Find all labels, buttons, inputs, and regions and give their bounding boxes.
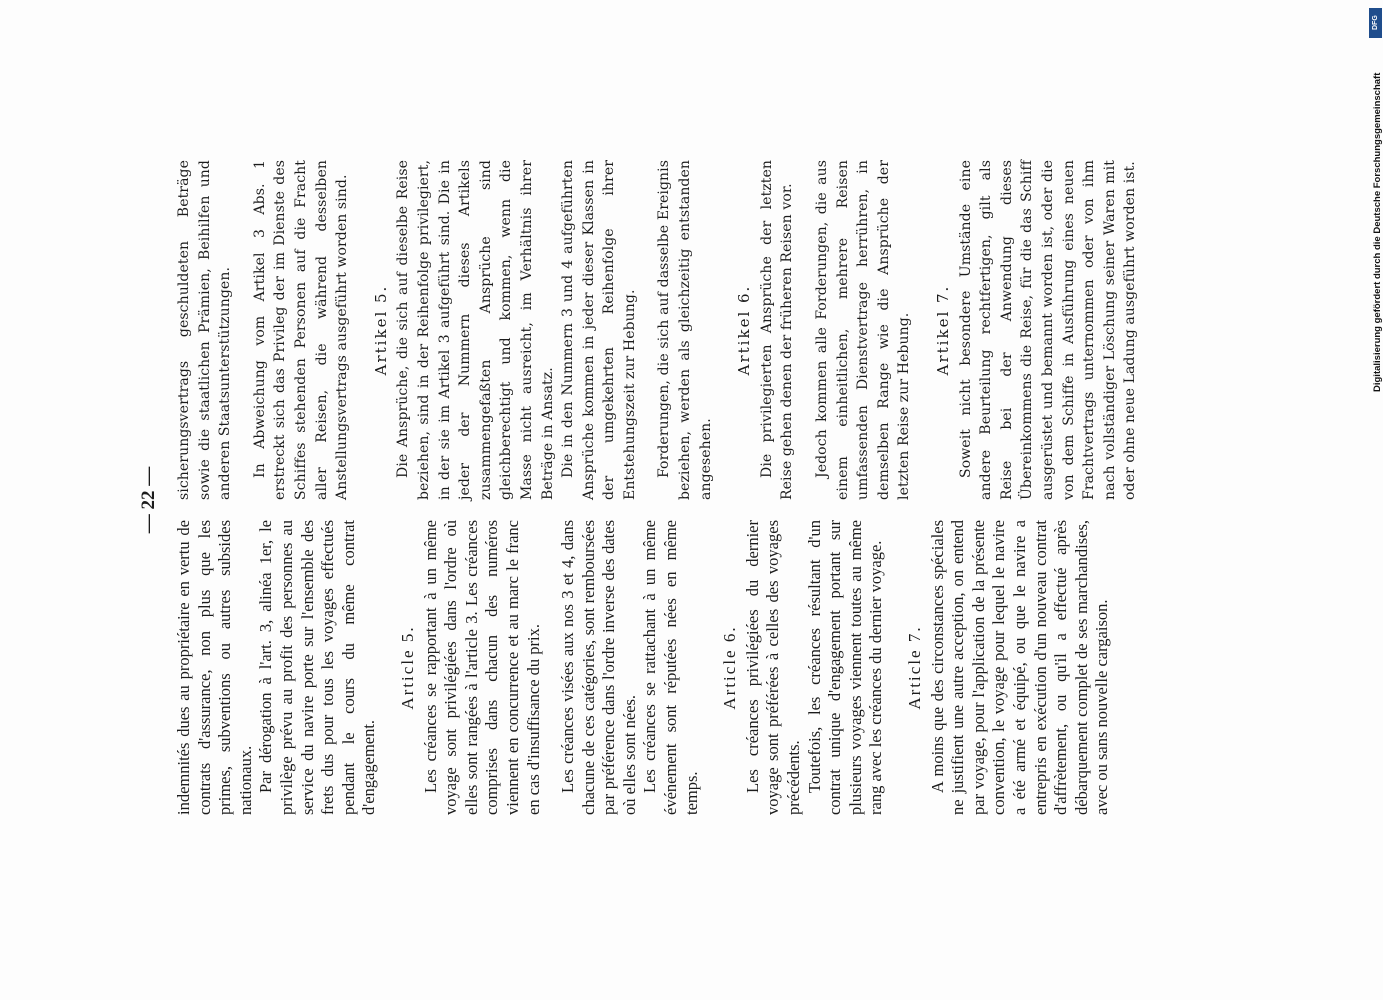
fr-article-7-paragraph-1: A moins que des circonstances spéciales ne justifient une autre acception, on entend par voyage, pour l'application de la présente convention, le voyage pour lequel le navire a été armé et équipé, ou que le navire a entrepris en exécution d'un nouveau contrat d'affrètement, ou qu'il a effectué après débarquement complet de ses marchandises, avec ou sans nouvelle cargaison. [927,520,1112,815]
de-article-6-paragraph-2: Jedoch kommen alle Forderungen, die aus einem einheitlichen, mehrere Reisen umfassenden Dienstvertrage herrühren, in demselben Range wie die Ansprüche der letzten Reise zur Hebung. [814,160,913,500]
de-article-5-paragraph-2: Die in den Nummern 3 und 4 aufgeführten Ansprüche kommen in jeder dieser Klassen in der umgekehrten Reihenfolge ihrer Entstehungszeit zur Hebung. [560,160,638,500]
de-article-6-heading: Artikel 6. [735,284,754,376]
de-article-5-heading: Artikel 5. [371,284,390,376]
fr-article-5-paragraph-2: Les créances visées aux nos 3 et 4, dans chacune de ces catégories, sont remboursées par préférence dans l'ordre inverse des dates où elles sont nées. [558,520,639,815]
fr-article-5-paragraph-1: Les créances se rapportant à un même voyage sont privilégiées dans l'ordre où elles sont rangées à l'article 3. Les créances comprises dans chacun des numéros viennent en concurrence et au marc le franc en cas d'insuffisance du prix. [420,520,543,815]
digitization-credit [1372,0,1383,1000]
de-article-7-paragraph-1: Soweit nicht besondere Umstände eine andere Beurteilung rechtfertigen, gilt als Reise bei der Anwendung dieses Übereinkommens die Reise, für die das Schiff ausgerüstet und bemannt worden ist, oder die von dem Schiffe in Ausführung eines neuen Frachtvertrags unternommen oder von ihm nach vollständiger Löschung seiner Waren mit oder ohne neue Ladung ausgeführt worden ist. [957,160,1139,500]
de-intro-paragraph-1: sicherungsvertrags geschuldeten Beträge sowie die staatlichen Prämien, Beihilfen und anderen Staatsunterstützungen. [176,160,234,500]
credit-text: Digitalisierung gefördert durch die Deutsche Forschungsgemeinschaft [1372,72,1383,392]
page-number: — 22 — [138,466,159,534]
fr-article-6-paragraph-1: Les créances privilégiées du dernier voyage sont préférées à celles des voyages précédents. [742,520,804,815]
fr-article-6-paragraph-2: Toutefois, les créances résultant d'un contrat unique d'engagement portant sur plusieurs voyages viennent toutes au même rang avec les créances du dernier voyage. [804,520,886,815]
fr-article-7-heading: Article 7. [905,625,924,710]
fr-article-5-paragraph-3: Les créances se rattachant à un même événement sont réputées nées en même temps. [640,520,701,815]
french-column [174,520,1113,815]
de-article-5-paragraph-1: Die Ansprüche, die sich auf dieselbe Reise beziehen, sind in der Reihenfolge privilegiert, in der sie im Artikel 3 aufgeführt sind. Die in jeder der Nummern dieses Artikels zusammengefaßten Ansprüche sind gleichberechtigt und kommen, wenn die Masse nicht ausreicht, im Verhältnis ihrer Beträge in Ansatz. [395,160,556,500]
dfg-logo: DFG [1369,8,1382,38]
fr-intro-paragraph-1: indemnités dues au propriétaire en vertu de contrats d'assurance, non plus que les primes, subventions ou autres subsides nationaux. [174,520,255,815]
german-column [174,160,1141,500]
de-article-6-paragraph-1: Die privilegierten Ansprüche der letzten Reise gehen denen der früheren Reisen vor. [758,160,796,500]
de-article-7-heading: Artikel 7. [934,284,952,376]
de-intro-paragraph-2: In Abweichung vom Artikel 3 Abs. 1 erstreckt sich das Privileg der im Dienste des Schiffes stehenden Personen auf die Fracht aller Reisen, die während desselben Anstellungsvertrags ausgeführt worden sind. [251,160,351,500]
fr-article-5-heading: Article 5. [397,625,417,710]
fr-article-6-heading: Article 6. [720,625,740,710]
de-article-5-paragraph-3: Forderungen, die sich auf dasselbe Ereignis beziehen, werden als gleichzeitig entstanden angesehen. [656,160,714,500]
fr-intro-paragraph-2: Par dérogation à l'art. 3, alinéa 1er, le privilège prévu au profit des personnes au service du navire porte sur l'ensemble des frets dus pour tous les voyages effectués pendant le cours du même contrat d'engagement. [256,520,379,815]
rotated-page [130,150,1220,850]
